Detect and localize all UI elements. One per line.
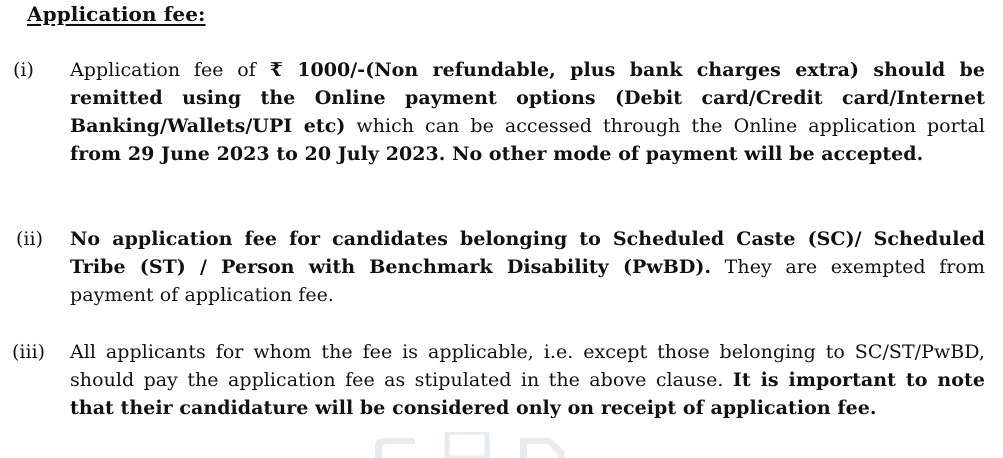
clause-number: (i) <box>13 59 34 81</box>
clause-segment: which can be accessed through the Online application portal <box>345 115 985 137</box>
clause-segment: All applicants for whom the fee is applicable, i.e. except those belonging to SC/ST/PwBD, should pay the application fee as stipulated in the above clause. <box>70 341 985 391</box>
clause-text <box>70 56 985 168</box>
section-heading: Application fee: <box>27 2 206 26</box>
clause-number: (iii) <box>12 341 46 363</box>
clause-segment-bold: ₹ 1000/-(Non refundable, plus bank charges extra) should be remitted using the Online payment options (Debit card/Credit card/Internet Banking/Wallets/UPI etc) <box>70 59 985 137</box>
clause-segment-bold: from 29 June 2023 to 20 July 2023. No other mode of payment will be accepted. <box>70 143 924 165</box>
clause-segment: Application fee of <box>70 59 270 81</box>
clause-segment-bold: It is important to note that their candidature will be considered only on receipt of application fee. <box>70 369 985 419</box>
clause-segment-bold: No application fee for candidates belonging to Scheduled Caste (SC)/ Scheduled Tribe (ST) / Person with Benchmark Disability (PwBD). <box>70 228 985 278</box>
watermark-logo <box>355 432 595 458</box>
clause-text <box>70 338 985 422</box>
clause-number: (ii) <box>16 228 43 250</box>
clause-segment: They are exempted from payment of application fee. <box>70 256 985 306</box>
clause-text <box>70 225 985 309</box>
